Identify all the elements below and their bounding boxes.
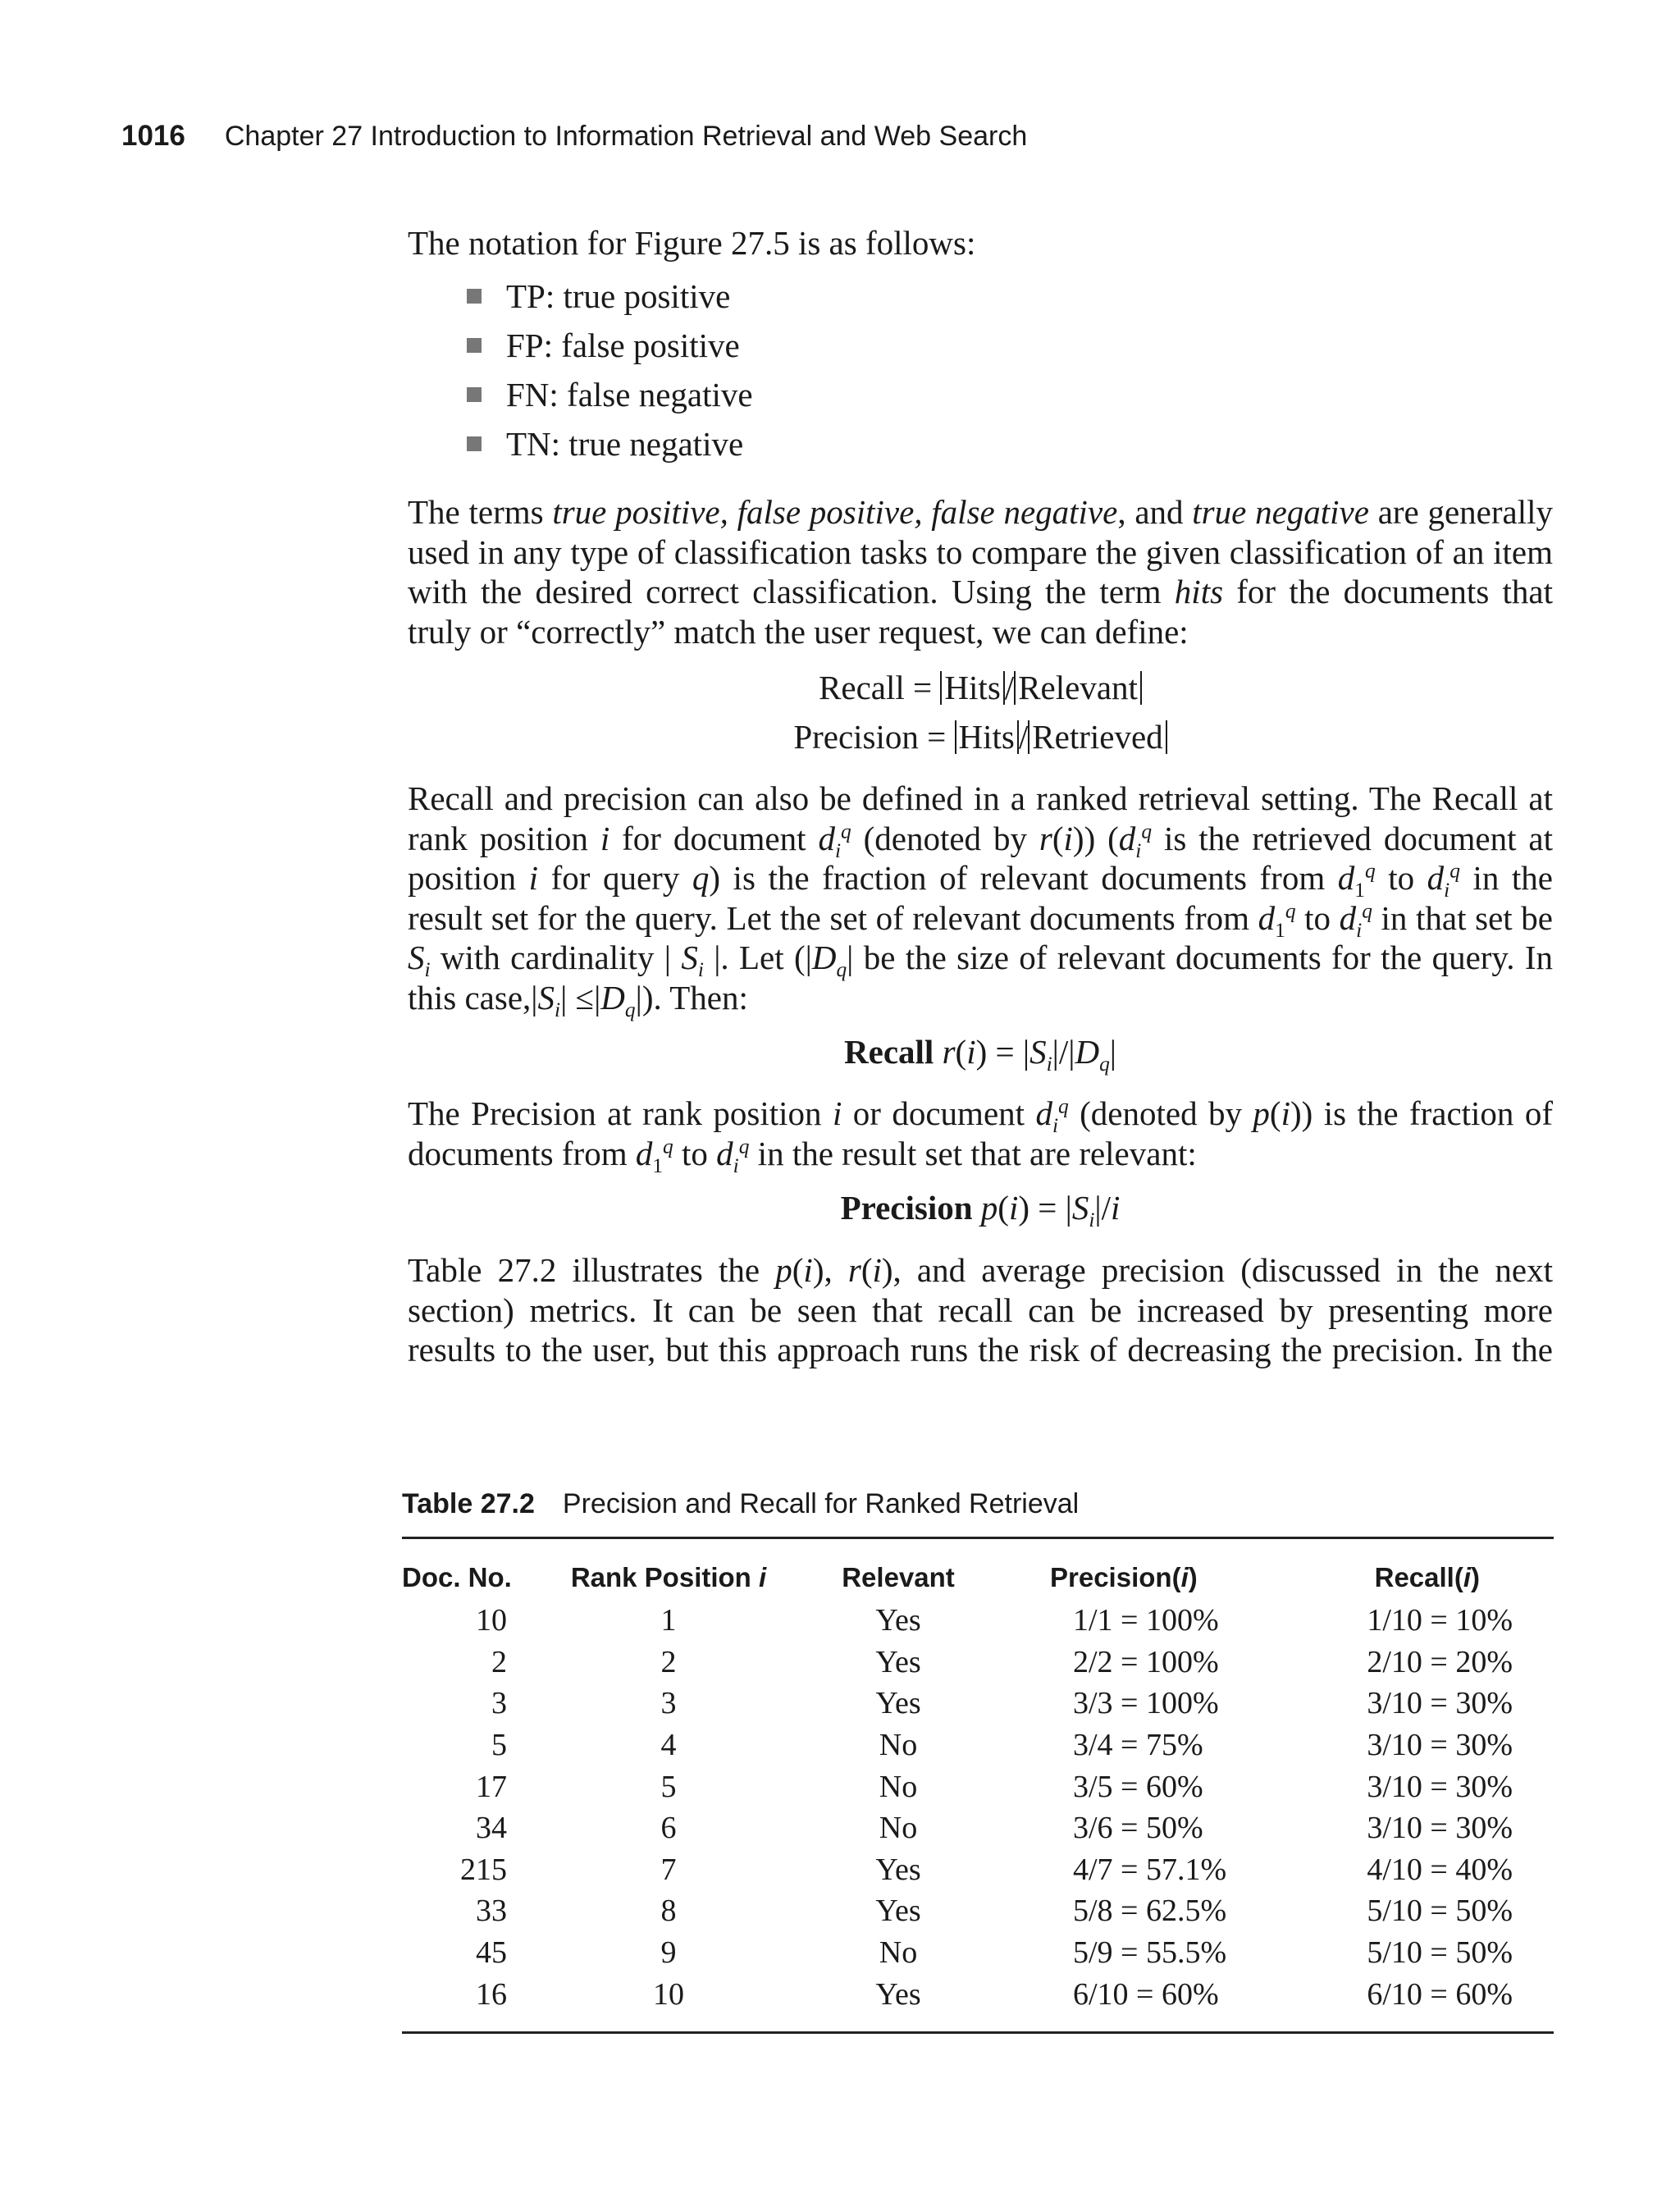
square-bullet-icon — [467, 436, 482, 451]
table-bottom-rule — [402, 2031, 1554, 2034]
cell-recall: 2/10 = 20% — [1367, 1644, 1513, 1679]
cell-precision: 3/5 = 60% — [1073, 1769, 1203, 1804]
cell-relevant: Yes — [875, 1894, 921, 1929]
notation-section — [408, 223, 1553, 468]
cell-doc-no: 2 — [491, 1644, 507, 1679]
cell-doc-no: 10 — [476, 1603, 507, 1638]
precision-paragraph: The Precision at rank position i or document $d_i^q$ (denoted by p(i)) is the fraction of documents from $d_1^q$ to $d_i^q$ in the result set that are relevant: — [408, 1094, 1553, 1177]
table-label: Table 27.2 — [402, 1488, 535, 1519]
cell-relevant: Yes — [875, 1686, 921, 1721]
cell-doc-no: 5 — [491, 1728, 507, 1763]
cell-doc-no: 215 — [460, 1852, 507, 1887]
header-doc-no: Doc. No. — [402, 1562, 512, 1592]
table-row — [402, 1683, 1554, 1725]
recall-equation: Recall = Hits / Relevant — [408, 663, 1553, 712]
cell-precision: 3/4 = 75% — [1073, 1728, 1203, 1763]
running-header — [121, 120, 1027, 153]
cell-precision: 3/3 = 100% — [1073, 1686, 1219, 1721]
cell-relevant: Yes — [875, 1644, 921, 1679]
cell-doc-no: 34 — [476, 1811, 507, 1846]
cell-recall: 4/10 = 40% — [1367, 1852, 1513, 1887]
header-recall: Recall(i) — [1374, 1562, 1480, 1592]
cell-relevant: Yes — [875, 1603, 921, 1638]
header-relevant: Relevant — [842, 1562, 955, 1592]
cell-recall: 6/10 = 60% — [1367, 1976, 1513, 2012]
cell-recall: 3/10 = 30% — [1367, 1728, 1513, 1763]
cell-rank: 10 — [653, 1976, 684, 2012]
cell-precision: 5/8 = 62.5% — [1073, 1894, 1227, 1929]
square-bullet-icon — [467, 387, 482, 402]
table-row — [402, 1600, 1554, 1642]
notation-list — [408, 272, 1553, 468]
precision-section — [408, 1094, 1553, 1232]
table-row — [402, 1766, 1554, 1807]
table-title: Precision and Recall for Ranked Retrieval — [562, 1488, 1080, 1519]
cell-doc-no: 33 — [476, 1894, 507, 1929]
cell-relevant: No — [879, 1769, 918, 1804]
cell-rank: 2 — [660, 1644, 677, 1679]
cell-doc-no: 3 — [491, 1686, 507, 1721]
precision-equation: Precision = Hits / Retrieved — [408, 712, 1553, 761]
cell-rank: 4 — [660, 1728, 677, 1763]
table-row — [402, 1807, 1554, 1849]
precision-p-equation: Precision $p(i) = |S_i|/i$ — [840, 1189, 1121, 1232]
table-caption — [402, 1488, 1554, 1520]
list-item: TP: true positive — [467, 272, 1553, 321]
cell-relevant: No — [879, 1728, 918, 1763]
terms-paragraph: The terms true positive, false positive, false negative, and true negative are generally used in any type of classification tasks to compare the given classification of an item with the desired correct classification. Using the term hits for the documents that truly or “correctly” match the user request, we can define: — [408, 493, 1554, 651]
table-discussion-paragraph: Table 27.2 illustrates the p(i), r(i), and average precision (discussed in the next section) metrics. It can be seen that recall can be increased by presenting more results to the user, but this approach runs the risk of decreasing the precision. In the — [408, 1251, 1554, 1368]
intro-paragraph: The notation for Figure 27.5 is as follows: — [408, 224, 976, 262]
header-precision: Precision(i) — [1050, 1562, 1198, 1592]
cell-relevant: Yes — [875, 1852, 921, 1887]
table-row — [402, 1725, 1554, 1766]
table-row — [402, 1973, 1554, 2031]
table-row — [402, 1890, 1554, 1932]
cell-rank: 7 — [660, 1852, 677, 1887]
cell-recall: 5/10 = 50% — [1367, 1935, 1513, 1971]
cell-recall: 3/10 = 30% — [1367, 1811, 1513, 1846]
list-item: TN: true negative — [467, 419, 1553, 468]
cell-recall: 5/10 = 50% — [1367, 1894, 1513, 1929]
cell-rank: 6 — [660, 1811, 677, 1846]
cell-rank: 5 — [660, 1769, 677, 1804]
header-rank-position: Rank Position i — [570, 1562, 767, 1592]
ranked-paragraph: Recall and precision can also be defined in a ranked retrieval setting. The Recall at rank position i for document $d_i^q$ (denoted by r(i)) ($d_i^q$ is the retrieved document at position i for query q) is the fraction of relevant documents from $d_1^q$ to $d_i^q$ in the result set for the query. Let the set of relevant documents from $d_1^q$ to $d_i^q$ in that set be $S_i$ with cardinality | $S_i$ |. Let ($|D_q|$ be the size of relevant documents for the query. In this $case,|S_i| \le|D_q|$). Then: — [408, 779, 1554, 1021]
cell-precision: 4/7 = 57.1% — [1073, 1852, 1227, 1887]
square-bullet-icon — [467, 289, 482, 304]
cell-relevant: No — [879, 1811, 918, 1846]
table-27-2 — [402, 1488, 1554, 2034]
cell-rank: 9 — [660, 1935, 677, 1971]
cell-precision: 6/10 = 60% — [1073, 1976, 1219, 2012]
cell-precision: 2/2 = 100% — [1073, 1644, 1219, 1679]
precision-recall-table — [402, 1539, 1554, 2031]
table-discussion-section — [408, 1250, 1553, 1370]
cell-precision: 3/6 = 50% — [1073, 1811, 1203, 1846]
cell-doc-no: 45 — [476, 1935, 507, 1971]
cell-precision: 5/9 = 55.5% — [1073, 1935, 1227, 1971]
table-row — [402, 1849, 1554, 1891]
cell-rank: 3 — [660, 1686, 677, 1721]
terms-section — [408, 492, 1553, 761]
list-item: FN: false negative — [467, 370, 1553, 419]
cell-recall: 3/10 = 30% — [1367, 1686, 1513, 1721]
cell-rank: 1 — [660, 1603, 677, 1638]
list-item: FP: false positive — [467, 321, 1553, 370]
ranked-section — [408, 779, 1553, 1076]
table-row — [402, 1932, 1554, 1974]
square-bullet-icon — [467, 338, 482, 353]
table-header-row — [402, 1539, 1554, 1600]
cell-recall: 1/10 = 10% — [1367, 1603, 1513, 1638]
cell-doc-no: 17 — [476, 1769, 507, 1804]
chapter-title: Chapter 27 Introduction to Information Retrieval and Web Search — [224, 121, 1028, 152]
cell-relevant: No — [879, 1935, 918, 1971]
table-row — [402, 1642, 1554, 1683]
recall-r-equation: Recall $r(i) = |S_i|/|D_q|$ — [844, 1033, 1116, 1076]
page-number: 1016 — [121, 120, 185, 152]
cell-recall: 3/10 = 30% — [1367, 1769, 1513, 1804]
cell-relevant: Yes — [875, 1976, 921, 2012]
cell-precision: 1/1 = 100% — [1073, 1603, 1219, 1638]
cell-rank: 8 — [660, 1894, 677, 1929]
cell-doc-no: 16 — [476, 1976, 507, 2012]
